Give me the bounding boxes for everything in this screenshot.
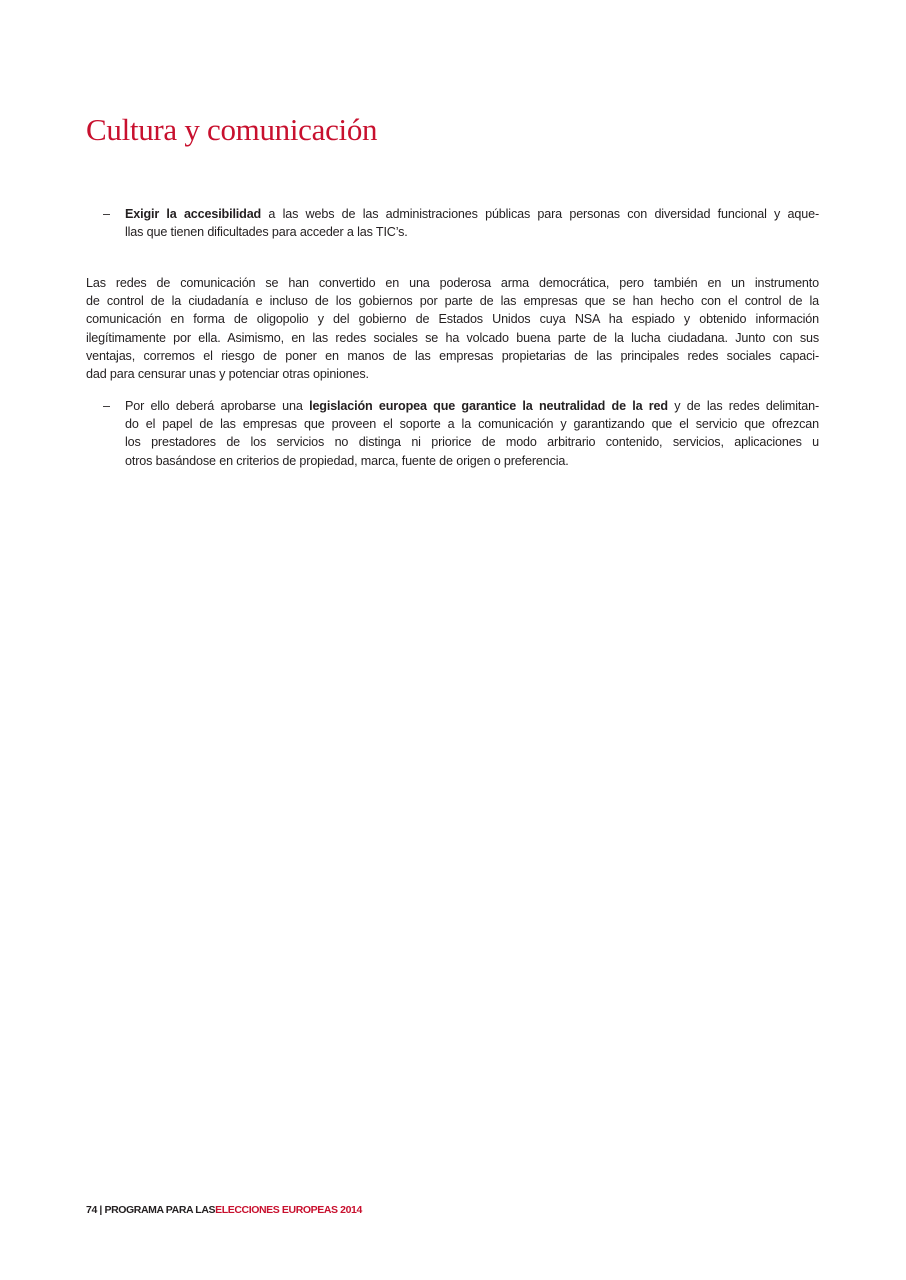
text-line xyxy=(125,205,819,223)
text-line: otros basándose en criterios de propiedad, marca, fuente de origen o preferencia. xyxy=(125,453,569,468)
page-number: 74 | xyxy=(86,1204,102,1216)
footer-highlight: ELECCIONES EUROPEAS 2014 xyxy=(215,1204,362,1216)
dash-bullet-icon: – xyxy=(103,399,110,413)
text-line: dad para censurar unas y potenciar otras opiniones. xyxy=(86,366,369,381)
bullet-accesibilidad xyxy=(103,205,819,241)
text-line: ilegítimamente por ella. Asimismo, en las redes sociales se ha volcado buena parte de la lucha ciudadana. Junto con sus xyxy=(86,330,819,345)
text-line: de control de la ciudadanía e incluso de los gobiernos por parte de las empresas que se han hecho con el control de la xyxy=(86,294,819,309)
page-footer xyxy=(86,1204,362,1216)
bold-text: legislación europea que garantice la neutralidad de la red xyxy=(309,399,668,413)
dash-bullet-icon: – xyxy=(103,207,110,221)
footer-program: PROGRAMA PARA LAS xyxy=(104,1204,216,1216)
text-line xyxy=(125,397,819,415)
text-line: Las redes de comunicación se han convertido en una poderosa arma democrática, pero también en un instrumento xyxy=(86,276,819,290)
bullet-neutralidad xyxy=(103,397,819,470)
text-line: llas que tienen dificultades para acceder a las TIC’s. xyxy=(125,225,408,240)
text-line: comunicación en forma de oligopolio y del gobierno de Estados Unidos cuya NSA ha espiado y obtenido información xyxy=(86,312,819,327)
text: Por ello deberá aprobarse una xyxy=(125,399,310,413)
text-line: ventajas, corremos el riesgo de poner en manos de las empresas propietarias de las principales redes sociales capaci- xyxy=(86,348,819,363)
bold-text: Exigir la accesibilidad xyxy=(125,207,262,221)
text-line: do el papel de las empresas que proveen el soporte a la comunicación y garantizando que el servicio que ofrezcan xyxy=(125,417,819,432)
text: y de las redes delimitan- xyxy=(667,399,819,413)
text: a las webs de las administraciones públicas para personas con diversidad funcional y aque- xyxy=(261,207,819,221)
page-title: Cultura y comunicación xyxy=(86,112,378,147)
paragraph-redes xyxy=(86,274,819,383)
text-line: los prestadores de los servicios no distinga ni priorice de modo arbitrario contenido, servicios, aplicaciones u xyxy=(125,435,819,450)
